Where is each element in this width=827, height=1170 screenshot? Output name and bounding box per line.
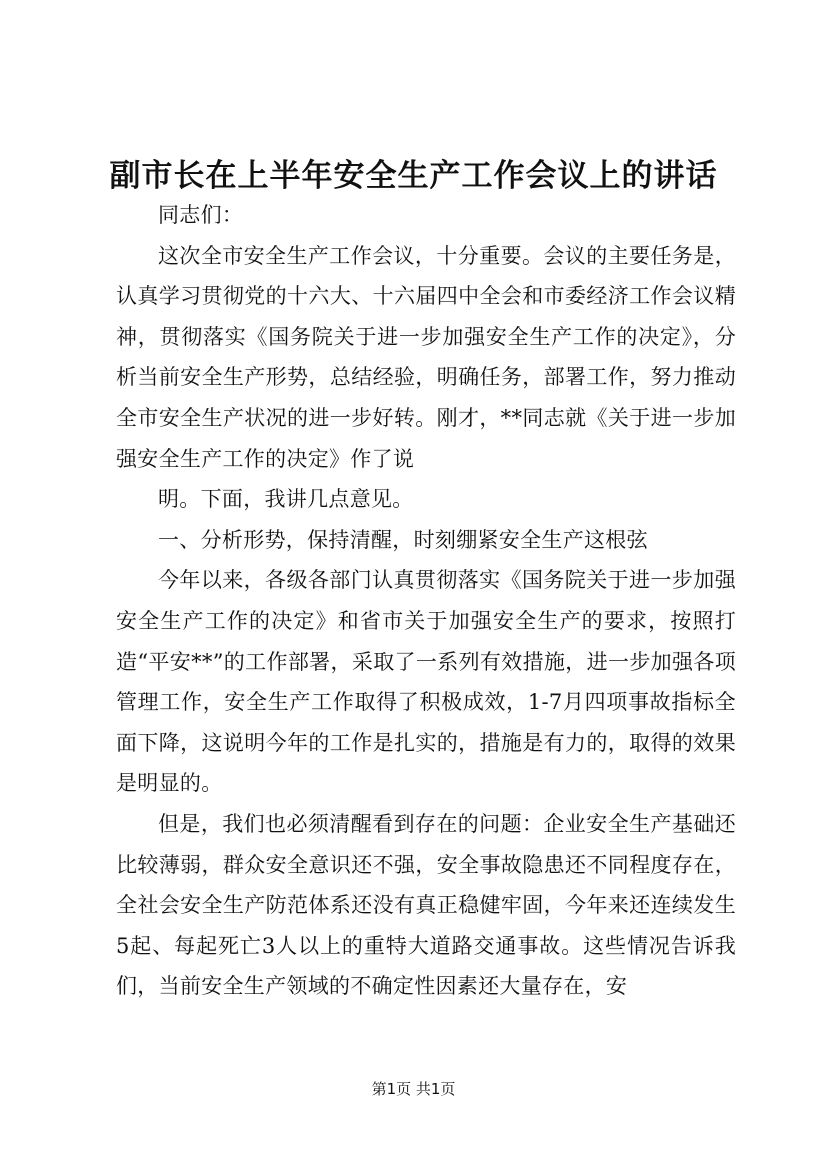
document-title: 副市长在上半年安全生产工作会议上的讲话 [109,158,718,194]
body-paragraph: 明。下面，我讲几点意见。 [158,487,414,512]
document-body [116,195,736,1007]
body-paragraph: 但是，我们也必须清醒看到存在的问题：企业安全生产基础还比较薄弱，群众安全意识还不强，安全事故隐患还不同程度存在，全社会安全生产防范体系还没有真正稳健牢固，今年来还连续发生5起、每起死亡3人以上的重特大道路交通事故。这些情况告诉我们，当前安全生产领域的不确定性因素还大量存在，安 [116,811,736,999]
body-paragraph: 今年以来，各级各部门认真贯彻落实《国务院关于进一步加强安全生产工作的决定》和省市关于加强安全生产的要求，按照打造“平安**”的工作部署，采取了一系列有效措施，进一步加强各项管理工作，安全生产工作取得了积极成效，1-7月四项事故指标全面下降，这说明今年的工作是扎实的，措施是有力的，取得的效果是明显的。 [116,568,736,796]
section-heading: 一、分析形势，保持清醒，时刻绷紧安全生产这根弦 [158,527,648,552]
page-footer: 第1页 共1页 [371,1080,456,1098]
salutation-paragraph: 同志们： [158,203,244,227]
body-paragraph: 这次全市安全生产工作会议，十分重要。会议的主要任务是，认真学习贯彻党的十六大、十六届四中全会和市委经济工作会议精神，贯彻落实《国务院关于进一步加强安全生产工作的决定》，分析当前安全生产形势，总结经验，明确任务，部署工作，努力推动全市安全生产状况的进一步好转。刚才，**同志就《关于进一步加强安全生产工作的决定》作了说 [116,243,736,471]
